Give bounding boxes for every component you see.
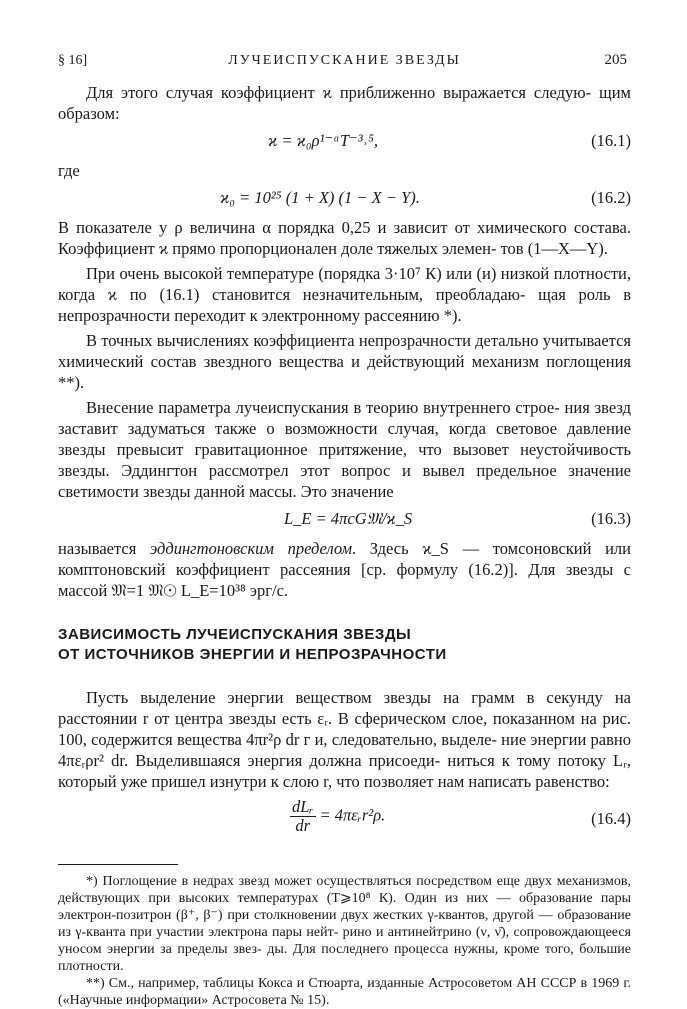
running-title: ЛУЧЕИСПУСКАНИЕ ЗВЕЗДЫ [228, 53, 461, 68]
defined-term: эддингтоновским пределом [149, 539, 353, 558]
equation-16-1 [58, 130, 631, 154]
footnote-divider [58, 864, 178, 865]
equation-tag: (16.2) [591, 188, 631, 207]
paragraph-high-temperature: При очень высокой температуре (порядка 3·10⁷ К) или (и) низкой плотности, когда ϰ по (16.1) становится незначительным, преобладаю- щая роль в непрозрачности переходит к электронному рассеянию *). [58, 264, 631, 325]
paragraph-energy-release: Пусть выделение энергии веществом звезды на грамм в секунду на расстоянии r от центра звезды есть εᵣ. В сферическом слое, показанном на рис. 100, содержится вещества 4πr²ρ dr г и, следовательно, выделе- ние энергии равно 4πεᵣρr² dr. Выделившаяся энергия должна присоеди- ниться к тому потоку Lᵣ, который уже пришел изнутри к слою r, что позволяет нам написать равенство: [58, 688, 631, 791]
section-heading [58, 625, 631, 665]
equation-16-2 [58, 187, 631, 211]
paragraph-eddington-limit [58, 538, 631, 601]
equation-body [290, 798, 385, 835]
equation-16-3 [58, 508, 631, 532]
paragraph-eddington: Внесение параметра лучеиспускания в теорию внутреннего строе- ния звезд заставит задуматься также о возможности случая, когда световое давление звезды превысит гравитационное притяжение, что вызовет неустойчивость звезды. Эддингтон рассмотрел этот вопрос и вывел предельное значение светимости звезды данной массы. Это значение [58, 398, 631, 501]
section-marker: § 16] [58, 53, 88, 68]
footnote-2: **) См., например, таблицы Кокса и Стюарта, изданные Астросоветом АН СССР в 1969 г. («Научные информации» Астросовета № 15). [58, 976, 631, 1008]
equation-body: ϰ = ϰ₀ρ¹⁻ᵅT⁻³˒⁵, [268, 131, 379, 150]
text-run: называется [58, 539, 150, 558]
equation-body: ϰ₀ = 10²⁵ (1 + X) (1 − X − Y). [220, 188, 420, 207]
equation-16-4 [58, 798, 631, 842]
paragraph-where: где [58, 161, 80, 180]
equation-tag: (16.4) [591, 809, 631, 828]
heading-line: ОТ ИСТОЧНИКОВ ЭНЕРГИИ И НЕПРОЗРАЧНОСТИ [58, 646, 447, 663]
paragraph-alpha: В показателе у ρ величина α порядка 0,25 и зависит от химического состава. Коэффициент ϰ прямо пропорционален доле тяжелых элемен- тов (1—X—Y). [58, 218, 631, 258]
equation-body: L_E = 4πcG𝔐/ϰ_S [284, 509, 413, 528]
paragraph-intro: Для этого случая коэффициент ϰ приближенно выражается следую- щим образом: [58, 83, 631, 123]
paragraph-precise-calculations: В точных вычислениях коэффициента непрозрачности детально учитывается химический состав звездного вещества и действующий механизм поглощения **). [58, 331, 631, 392]
heading-line: ЗАВИСИМОСТЬ ЛУЧЕИСПУСКАНИЯ ЗВЕЗДЫ [58, 626, 412, 643]
equation-rhs: = 4πεᵣr²ρ. [319, 805, 386, 825]
fraction-denominator: dr [295, 816, 311, 835]
text-run: . Здесь ϰ_S — томсоновский или комптоновский коэффициент рассеяния [ср. формулу (16.2)]. Для звезды с массой 𝔐=1 𝔐☉ L_E=10³⁸ эрг/с. [58, 539, 631, 600]
fraction [290, 798, 316, 835]
equation-tag: (16.3) [591, 509, 631, 528]
equation-tag: (16.1) [591, 131, 631, 150]
fraction-numerator: dLᵣ [292, 797, 314, 816]
running-head [58, 40, 631, 68]
footnote-1: *) Поглощение в недрах звезд может осуществляться посредством еще двух механизмов, действующих при высоких температурах (T⩾10⁸ К). Один из них — образование пары электрон-позитрон (β⁺, β⁻) при столкновении двух жестких γ-квантов, другой — образование из γ-кванта при участии электрона пары нейт- рино и антинейтрино (ν, ν̄), сопровождающееся уносом энергии за пределы звез- ды. Для последнего процесса нужны, кроме того, большие плотности. [58, 874, 631, 974]
page-number: 205 [604, 52, 627, 68]
